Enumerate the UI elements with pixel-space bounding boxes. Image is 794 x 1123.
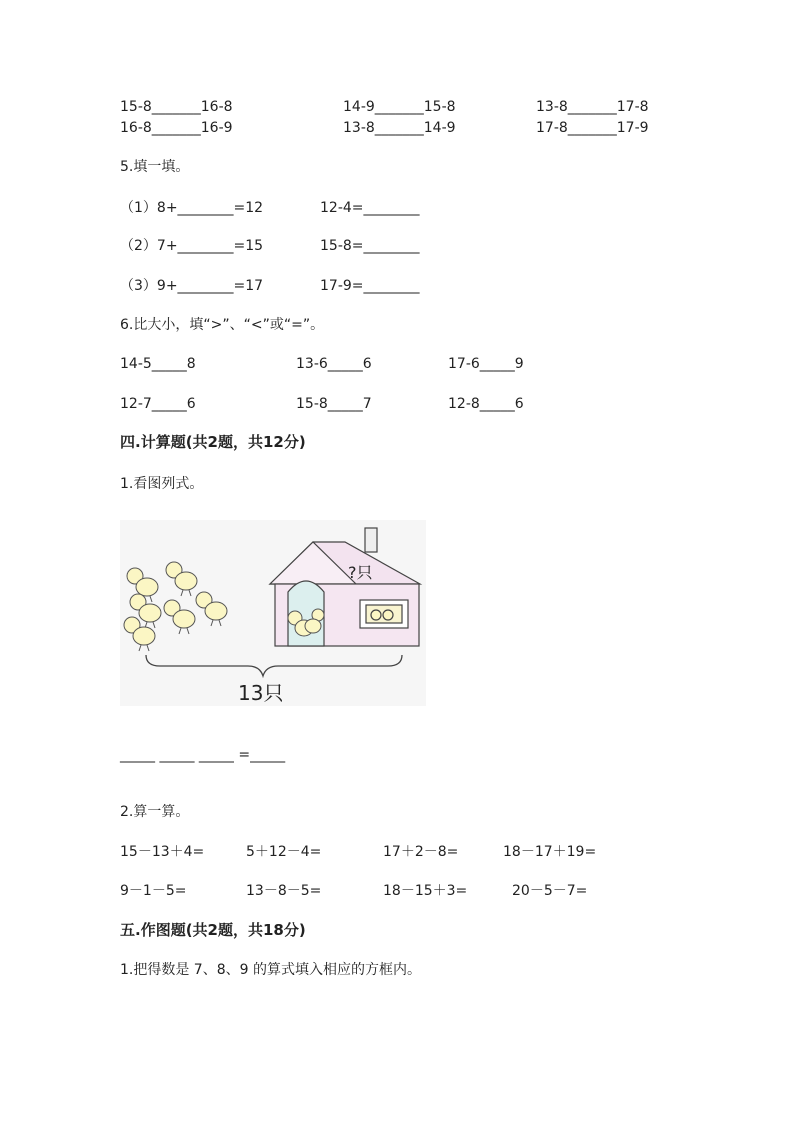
compare-item: 15-8_______16-8: [120, 99, 233, 115]
fill-item: 15-8=________: [320, 238, 420, 254]
fill-item: （3）9+________=17: [120, 278, 264, 294]
calc-item: 15－13＋4=: [120, 844, 205, 860]
question-title: 6.比大小，填“>”、“<”或“=”。: [120, 317, 325, 333]
calc-item: 18－15＋3=: [383, 883, 468, 899]
compare-item: 14-9_______15-8: [343, 99, 456, 115]
fill-item: 12-4=________: [320, 200, 420, 216]
compare-item: 13-6_____6: [296, 356, 372, 372]
calc-item: 20－5－7=: [512, 883, 588, 899]
question-title: 2.算一算。: [120, 804, 190, 820]
fill-item: （1）8+________=12: [120, 200, 264, 216]
calc-item: 5＋12－4=: [246, 844, 322, 860]
fill-item: 17-9=________: [320, 278, 420, 294]
answer-line: _____ _____ _____ =_____: [120, 747, 286, 763]
question-title: 1.看图列式。: [120, 476, 204, 492]
calc-item: 13－8－5=: [246, 883, 322, 899]
compare-item: 14-5_____8: [120, 356, 196, 372]
section-heading: 四.计算题(共2题，共12分): [120, 433, 306, 451]
compare-item: 13-8_______14-9: [343, 120, 456, 136]
calc-item: 17＋2－8=: [383, 844, 459, 860]
compare-item: 12-8_____6: [448, 396, 524, 412]
section-heading: 五.作图题(共2题，共18分): [120, 921, 306, 939]
question-count-label: ?只: [348, 563, 373, 582]
compare-item: 16-8_______16-9: [120, 120, 233, 136]
calc-item: 9－1－5=: [120, 883, 187, 899]
compare-item: 13-8_______17-8: [536, 99, 649, 115]
question-title: 5.填一填。: [120, 159, 190, 175]
chicks-house-illustration: [120, 520, 426, 706]
compare-item: 12-7_____6: [120, 396, 196, 412]
compare-item: 17-6_____9: [448, 356, 524, 372]
compare-item: 15-8_____7: [296, 396, 372, 412]
fill-item: （2）7+________=15: [120, 238, 264, 254]
compare-item: 17-8_______17-9: [536, 120, 649, 136]
question-title: 1.把得数是 7、8、9 的算式填入相应的方框内。: [120, 962, 421, 978]
illustration-svg: [120, 520, 426, 706]
total-count-label: 13只: [238, 681, 284, 705]
calc-item: 18－17＋19=: [503, 844, 597, 860]
